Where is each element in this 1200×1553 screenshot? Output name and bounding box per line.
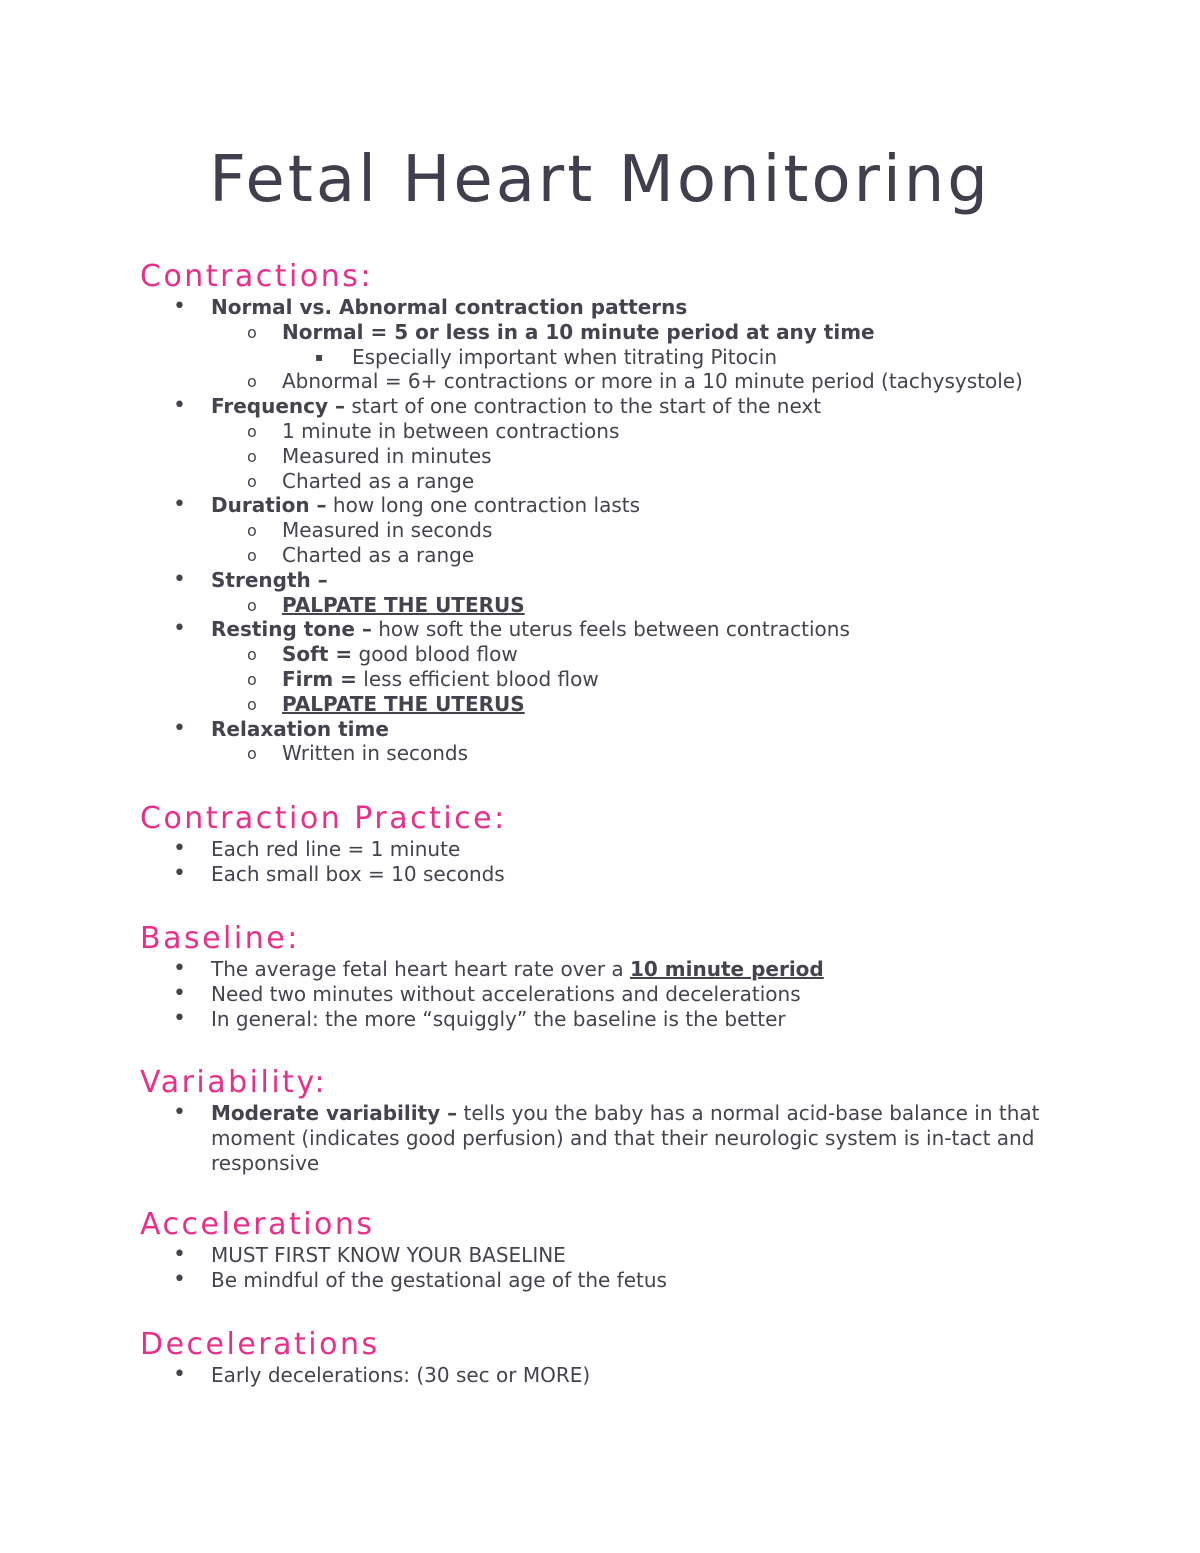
list-item: • Duration – how long one contraction lasts <box>173 492 641 518</box>
square-bullet-icon: ▪ <box>315 349 324 364</box>
list-item: • Early decelerations: (30 sec or MORE) <box>173 1362 591 1387</box>
list-item: • Moderate variability – tells you the baby has a normal acid-base balance in that moment (indicates good perfusion) and that their neurologic system is in-tact and responsive <box>173 1100 1040 1175</box>
list-item: o PALPATE THE UTERUS <box>247 691 525 716</box>
list-item: • In general: the more “squiggly” the baseline is the better <box>173 1005 786 1031</box>
circle-bullet-icon: o <box>247 595 257 615</box>
section-variability <box>140 1065 1100 1175</box>
list-item: o Firm = less efficient blood flow <box>247 666 599 691</box>
section-accelerations <box>140 1207 1100 1293</box>
bullet-icon: • <box>173 616 186 642</box>
bullet-icon: • <box>173 294 186 319</box>
list-item: • MUST FIRST KNOW YOUR BASELINE <box>173 1242 566 1267</box>
section-heading: Baseline: <box>140 921 300 956</box>
section-heading: Variability: <box>140 1065 328 1100</box>
circle-bullet-icon: o <box>247 669 257 689</box>
bullet-icon: • <box>173 1100 186 1125</box>
decelerations-list <box>140 1363 1100 1388</box>
bullet-icon: • <box>173 715 186 741</box>
circle-bullet-icon: o <box>247 372 257 392</box>
circle-bullet-icon: o <box>247 521 257 541</box>
list-item: • Relaxation time <box>173 715 389 741</box>
list-item: o Charted as a range <box>247 468 475 493</box>
list-item: o Normal = 5 or less in a 10 minute period at any time <box>247 319 875 344</box>
list-item: • Strength – <box>173 566 328 592</box>
circle-bullet-icon: o <box>247 645 257 665</box>
list-item: o Soft = good blood flow <box>247 642 518 667</box>
section-heading: Contractions: <box>140 259 373 294</box>
list-item: o Charted as a range <box>247 542 475 567</box>
list-item: o Measured in seconds <box>247 518 493 543</box>
bullet-icon: • <box>173 1242 186 1267</box>
section-baseline <box>140 921 1100 1031</box>
list-item: o Measured in minutes <box>247 443 492 468</box>
bullet-icon: • <box>173 860 186 886</box>
list-item: ▪ Especially important when titrating Pitocin <box>315 344 778 369</box>
bullet-icon: • <box>173 1362 186 1387</box>
section-heading: Accelerations <box>140 1207 375 1242</box>
section-heading: Decelerations <box>140 1327 380 1362</box>
circle-bullet-icon: o <box>247 694 257 714</box>
variability-list <box>140 1101 1100 1175</box>
circle-bullet-icon: o <box>247 744 257 764</box>
list-item: • Need two minutes without accelerations and decelerations <box>173 980 801 1006</box>
bullet-icon: • <box>173 393 186 419</box>
accelerations-list <box>140 1243 1100 1293</box>
baseline-list <box>140 957 1100 1031</box>
section-contraction-practice <box>140 801 1100 887</box>
circle-bullet-icon: o <box>247 545 257 565</box>
list-item: • Resting tone – how soft the uterus feels between contractions <box>173 616 850 642</box>
list-item: • Be mindful of the gestational age of the fetus <box>173 1266 667 1292</box>
bullet-icon: • <box>173 566 186 592</box>
section-heading: Contraction Practice: <box>140 801 507 836</box>
circle-bullet-icon: o <box>247 446 257 466</box>
list-item: • Frequency – start of one contraction to the start of the next <box>173 393 822 419</box>
list-item: o Abnormal = 6+ contractions or more in a 10 minute period (tachysystole) <box>247 369 1023 394</box>
section-contractions <box>140 259 1100 766</box>
section-decelerations <box>140 1327 1100 1388</box>
bullet-icon: • <box>173 836 186 861</box>
list-item: o Written in seconds <box>247 741 469 766</box>
contractions-list <box>140 295 1100 766</box>
circle-bullet-icon: o <box>247 471 257 491</box>
list-item: • The average fetal heart heart rate over a 10 minute period <box>173 956 824 981</box>
document-title: Fetal Heart Monitoring <box>209 143 991 217</box>
bullet-icon: • <box>173 980 186 1006</box>
circle-bullet-icon: o <box>247 421 257 441</box>
list-item: o 1 minute in between contractions <box>247 418 620 443</box>
circle-bullet-icon: o <box>247 322 257 342</box>
list-item: • Each small box = 10 seconds <box>173 860 505 886</box>
bullet-icon: • <box>173 1005 186 1031</box>
practice-list <box>140 837 1100 887</box>
bullet-icon: • <box>173 1266 186 1292</box>
bullet-icon: • <box>173 956 186 981</box>
bullet-icon: • <box>173 492 186 518</box>
list-item: • Normal vs. Abnormal contraction patterns <box>173 294 688 319</box>
list-item: • Each red line = 1 minute <box>173 836 461 861</box>
list-item: o PALPATE THE UTERUS <box>247 592 525 617</box>
